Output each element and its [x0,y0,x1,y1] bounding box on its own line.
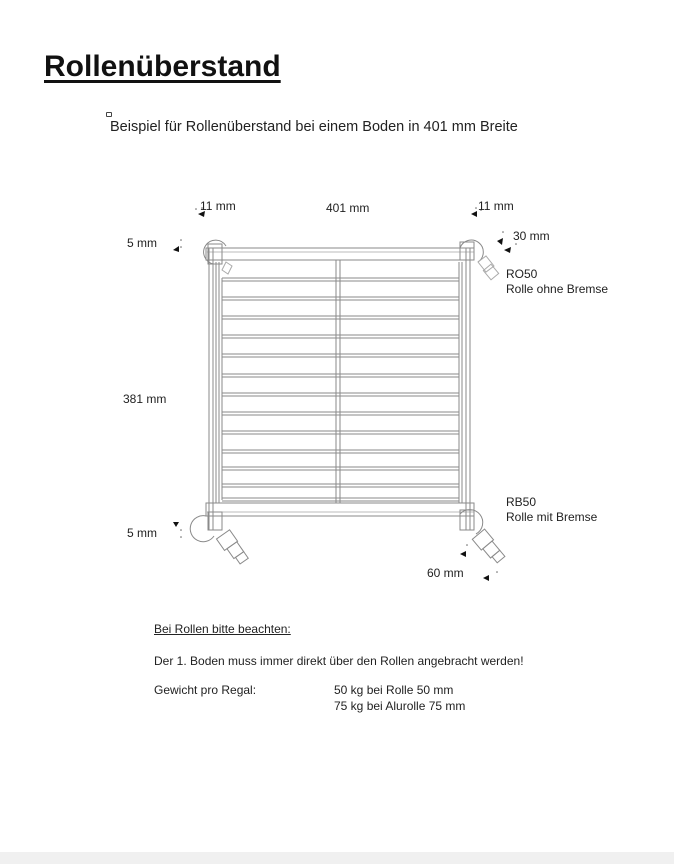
arrow-icon [504,247,511,253]
caster-bottom-right [460,510,506,566]
dim-height: 381 mm [123,392,167,406]
weight-label: Gewicht pro Regal: [154,683,257,697]
dim-top-vertical-overhang: 5 mm [127,236,157,250]
caster-desc-rb50: Rolle mit Bremse [506,510,598,524]
page-title: Rollenüberstand [44,50,281,83]
arrow-icon [173,246,179,252]
weight-value-2: 75 kg bei Alurolle 75 mm [334,699,466,713]
dim-caster-top-offset: 30 mm [513,229,550,243]
arrow-icon [173,522,179,527]
arrow-icon [460,551,466,557]
dim-top-left-overhang: 11 mm [200,199,236,213]
arrow-icon [497,238,503,245]
caster-desc-ro50: Rolle ohne Bremse [506,282,609,296]
dim-caster-bottom-offset: 60 mm [427,566,464,580]
dim-width: 401 mm [326,201,370,215]
caster-bottom-left [190,512,249,567]
weight-value-1: 50 kg bei Rolle 50 mm [334,683,454,697]
dim-bottom-vertical-overhang: 5 mm [127,526,157,540]
arrow-icon [471,211,477,217]
viewer-bottom-bar [0,852,674,864]
subtitle: Beispiel für Rollenüberstand bei einem Boden in 401 mm Breite [110,119,518,135]
caster-code-rb50: RB50 [506,495,537,509]
caster-code-ro50: RO50 [506,267,538,281]
arrow-icon [483,575,489,581]
notes-heading: Bei Rollen bitte beachten: [154,622,291,636]
notes-instruction: Der 1. Boden muss immer direkt über den Rollen angebracht werden! [154,654,524,668]
caster-top-left [204,240,232,274]
dim-top-right-overhang: 11 mm [478,199,514,213]
